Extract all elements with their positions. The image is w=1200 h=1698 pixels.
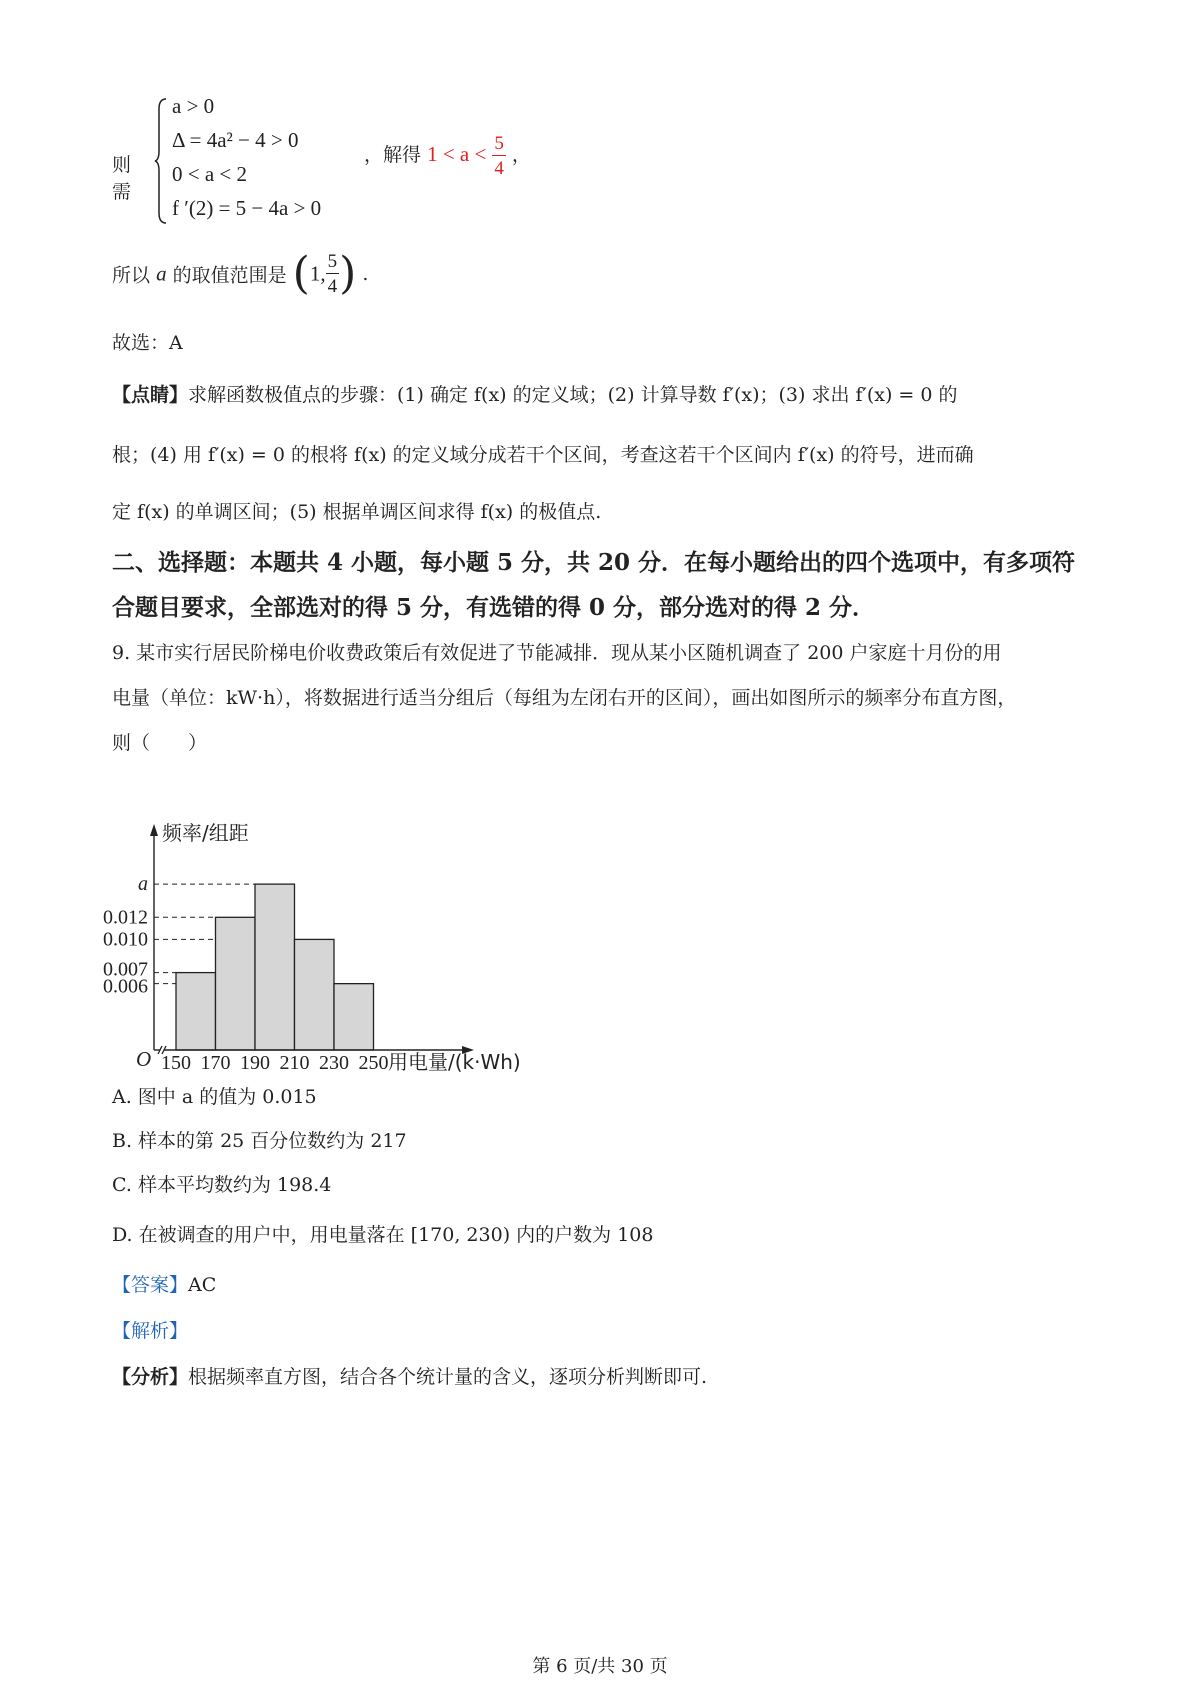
dianjing-line-2: 根；(4) 用 f′(x) = 0 的根将 f(x) 的定义域分成若干个区间，考查这若干个区间内 f′(x) 的符号，进而确 xyxy=(112,444,974,466)
fenxi-text: 根据频率直方图，结合各个统计量的含义，逐项分析判断即可. xyxy=(188,1366,708,1388)
range-variable: a xyxy=(156,261,167,286)
system-prefix: 则需 xyxy=(112,154,132,203)
section-heading-2: 合题目要求，全部选对的得 5 分，有选错的得 0 分，部分选对的得 2 分． xyxy=(112,594,876,621)
solution-expression: 1 < a < xyxy=(427,142,487,166)
option-b: B. 样本的第 25 百分位数约为 217 xyxy=(112,1130,407,1152)
y-tick-label-3: 0.010 xyxy=(103,928,148,951)
answer-line xyxy=(112,1270,216,1297)
system-row-2: Δ = 4a² − 4 > 0 xyxy=(172,128,299,152)
solution-fraction-numerator: 5 xyxy=(494,133,504,154)
system-row-4: f ′(2) = 5 − 4a > 0 xyxy=(172,196,322,220)
y-tick-label-1: a xyxy=(138,873,148,896)
section-heading-1: 二、选择题：本题共 4 小题，每小题 5 分，共 20 分．在每小题给出的四个选项中，有多项符 xyxy=(112,549,1076,576)
dianjing-line-3: 定 f(x) 的单调区间；(5) 根据单调区间求得 f(x) 的极值点. xyxy=(112,501,602,523)
frequency-histogram xyxy=(100,822,550,1072)
question-line-2: 电量（单位：kW·h），将数据进行适当分组后（每组为左闭右开的区间），画出如图所示的频率分布直方图， xyxy=(112,687,1017,709)
y-tick-label-5: 0.006 xyxy=(103,975,148,998)
dianjing-label: 【点睛】 xyxy=(112,384,189,406)
range-fraction-numerator: 5 xyxy=(327,251,338,272)
system-row-1: a > 0 xyxy=(172,94,215,118)
x-axis-label: 用电量/(k·Wh) xyxy=(388,1050,521,1072)
range-fraction xyxy=(326,252,340,296)
system-solution xyxy=(364,134,531,178)
solution-prefix: ，解得 xyxy=(364,144,422,166)
x-tick-label-6: 250 xyxy=(358,1052,389,1072)
fenxi-label: 【分析】 xyxy=(112,1366,189,1388)
dianjing-line-1 xyxy=(112,380,958,407)
dianjing-text-1: 求解函数极值点的步骤：(1) 确定 f(x) 的定义域；(2) 计算导数 f′(x)；(3) 求出 f′(x) = 0 的 xyxy=(188,384,958,406)
fenxi-line xyxy=(112,1362,707,1389)
question-line-3: 则（ ） xyxy=(112,732,208,754)
option-a: A. 图中 a 的值为 0.015 xyxy=(112,1086,317,1108)
histogram-bars xyxy=(176,884,374,1050)
y-axis-label: 频率/组距 xyxy=(162,822,249,845)
x-tick-label-4: 210 xyxy=(279,1052,310,1072)
histogram-bar-2 xyxy=(216,917,256,1050)
jiexi-label: 【解析】 xyxy=(112,1320,189,1342)
option-d: D. 在被调查的用户中，用电量落在 [170, 230) 内的户数为 108 xyxy=(112,1224,654,1246)
y-axis-arrow xyxy=(150,824,158,836)
choice-answer: 故选：A xyxy=(112,332,183,354)
answer-label: 【答案】 xyxy=(112,1274,189,1296)
solution-fraction xyxy=(492,134,506,178)
solution-fraction-denominator: 4 xyxy=(494,158,504,179)
range-middle: 的取值范围是 xyxy=(172,264,287,287)
x-tick-labels xyxy=(161,1052,389,1072)
y-tick-labels xyxy=(103,873,148,998)
x-tick-label-5: 230 xyxy=(319,1052,349,1072)
origin-label: O xyxy=(136,1047,152,1071)
range-left: 1, xyxy=(309,261,326,286)
range-prefix: 所以 xyxy=(112,264,151,287)
system-row-3: 0 < a < 2 xyxy=(172,162,248,186)
close-paren: ) xyxy=(339,248,357,299)
left-brace xyxy=(154,97,168,225)
range-line xyxy=(112,248,369,299)
x-tick-label-3: 190 xyxy=(240,1052,270,1072)
question-line-1: 9. 某市实行居民阶梯电价收费政策后有效促进了节能减排．现从某小区随机调查了 200 户家庭十月份的用 xyxy=(112,642,1002,664)
histogram-bar-3 xyxy=(255,884,295,1050)
solution-suffix: ， xyxy=(511,144,531,166)
y-tick-label-2: 0.012 xyxy=(103,906,148,929)
range-suffix: . xyxy=(362,263,369,285)
range-fraction-denominator: 4 xyxy=(327,276,338,297)
open-paren: ( xyxy=(292,248,310,299)
y-tick-label-4: 0.007 xyxy=(103,958,148,981)
x-tick-label-2: 170 xyxy=(200,1052,231,1072)
histogram-bar-4 xyxy=(295,939,335,1050)
histogram-bar-5 xyxy=(334,984,374,1050)
option-c: C. 样本平均数约为 198.4 xyxy=(112,1174,332,1196)
x-tick-label-1: 150 xyxy=(161,1052,191,1072)
answer-value: AC xyxy=(188,1274,217,1296)
page-footer: 第 6 页/共 30 页 xyxy=(532,1656,668,1677)
histogram-bar-1 xyxy=(176,973,216,1050)
